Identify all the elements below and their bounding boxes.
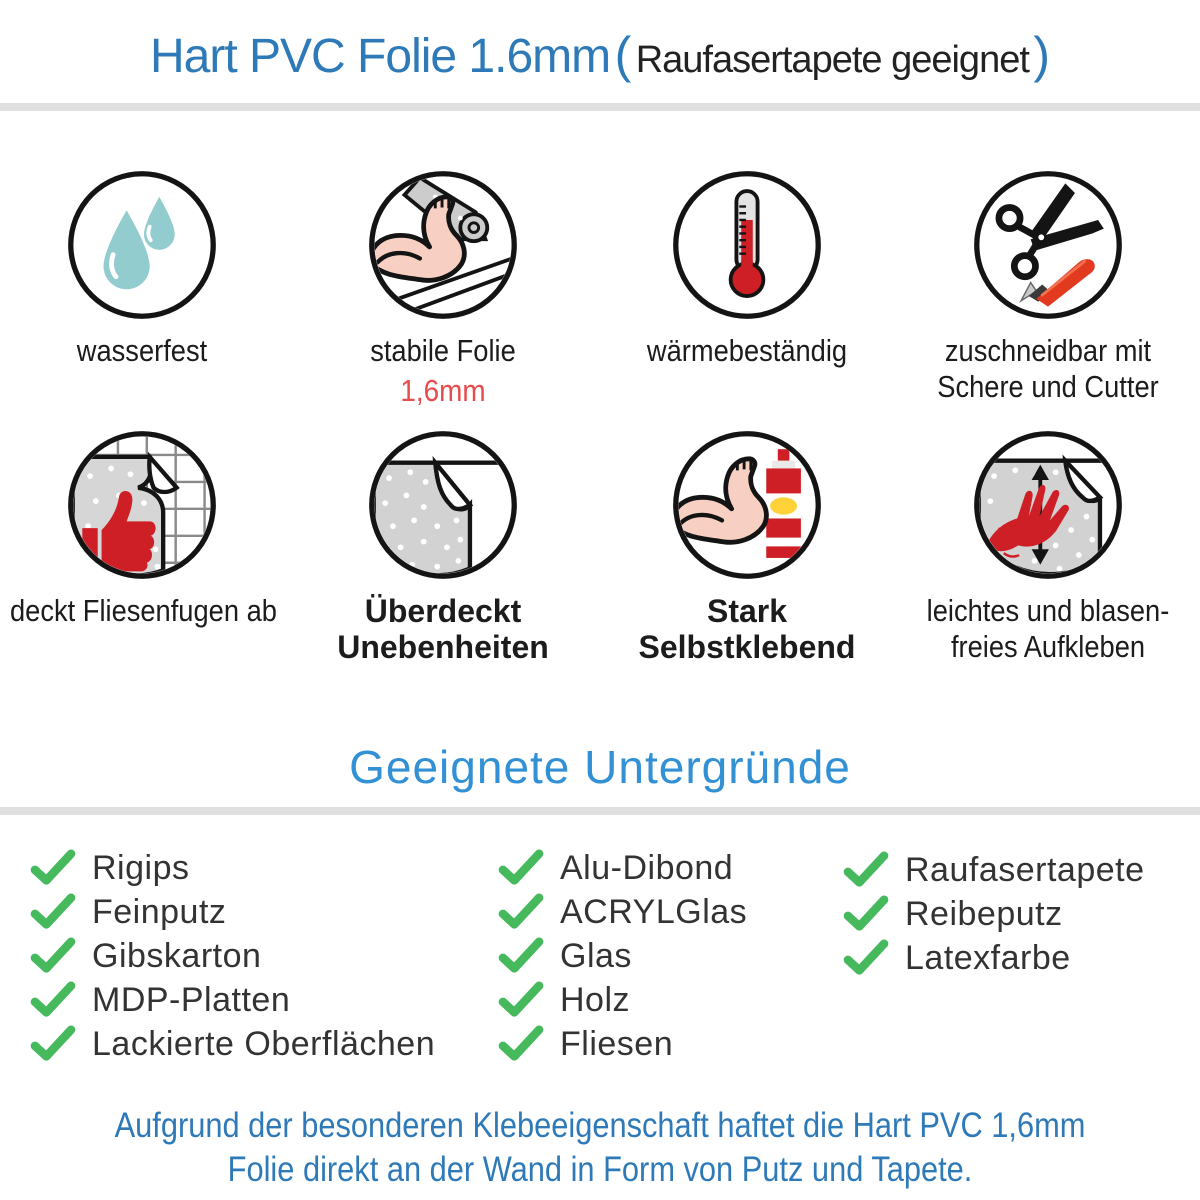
check-icon [498, 981, 544, 1019]
title-paren-open: ( [614, 27, 632, 83]
feature-unebenheiten [293, 428, 593, 665]
check-icon [498, 893, 544, 931]
feature-waermebestaendig [597, 168, 897, 369]
muscle-arm-glue-tube-icon [670, 428, 824, 582]
title-main: Hart PVC Folie 1.6mm [150, 30, 611, 83]
check-icon [843, 895, 889, 933]
list-item: Gibskarton [30, 934, 435, 978]
feature-label: Stark Selbstklebend [638, 593, 856, 665]
divider-bar-top [0, 103, 1200, 111]
footer-note [0, 1104, 1200, 1192]
check-icon [30, 937, 76, 975]
feature-label: leichtes und blasen- freies Aufkleben [926, 593, 1170, 664]
page-title [0, 26, 1200, 84]
list-item: Latexfarbe [843, 936, 1145, 980]
feature-fliesenfugen [0, 428, 292, 629]
substrates-column-2 [498, 846, 747, 1066]
list-item: MDP-Platten [30, 978, 435, 1022]
water-drops-icon [65, 168, 219, 322]
feature-label: deckt Fliesenfugen ab [10, 593, 277, 628]
hand-smoothing-foil-icon [971, 428, 1125, 582]
list-item: Alu-Dibond [498, 846, 747, 890]
substrates-column-3 [843, 848, 1145, 980]
list-item: Fliesen [498, 1022, 747, 1066]
footer-line-1: Aufgrund der besonderen Klebeeigenschaft haftet die Hart PVC 1,6mm [114, 1106, 1086, 1145]
feature-label: stabile Folie [370, 333, 516, 368]
title-paren-close: ) [1033, 27, 1050, 83]
list-item: Feinputz [30, 890, 435, 934]
check-icon [843, 851, 889, 889]
divider-bar-bottom [0, 807, 1200, 815]
feature-label: wasserfest [76, 333, 208, 368]
thermometer-icon [670, 168, 824, 322]
feature-zuschneidbar [898, 168, 1198, 405]
feature-selbstklebend [597, 428, 897, 665]
check-icon [30, 981, 76, 1019]
feature-label: wärmebeständig [646, 333, 848, 368]
footer-line-2: Folie direkt an der Wand in Form von Putz und Tapete. [227, 1150, 973, 1189]
feature-label: Überdeckt Unebenheiten [337, 593, 549, 665]
substrates-heading: Geeignete Untergründe [349, 741, 851, 793]
list-item: Lackierte Oberflächen [30, 1022, 435, 1066]
list-item: Reibeputz [843, 892, 1145, 936]
list-item: Raufasertapete [843, 848, 1145, 892]
check-icon [498, 937, 544, 975]
check-icon [498, 849, 544, 887]
check-icon [498, 1025, 544, 1063]
check-icon [30, 849, 76, 887]
muscle-arm-foil-roll-icon [366, 168, 520, 322]
substrates-column-1 [30, 846, 435, 1066]
feature-thickness-label: 1,6mm [400, 373, 486, 408]
feature-stabile-folie [293, 168, 593, 409]
feature-wasserfest [0, 168, 292, 369]
title-annotation: Raufasertapete geeignet [635, 39, 1029, 81]
feature-aufkleben [898, 428, 1198, 665]
list-item: Rigips [30, 846, 435, 890]
list-item: Glas [498, 934, 747, 978]
feature-label: zuschneidbar mit Schere und Cutter [937, 333, 1159, 404]
list-item: Holz [498, 978, 747, 1022]
scissors-cutter-icon [971, 168, 1125, 322]
thumbs-up-tiles-icon [65, 428, 219, 582]
check-icon [30, 893, 76, 931]
check-icon [843, 939, 889, 977]
check-icon [30, 1025, 76, 1063]
dotted-foil-fold-icon [366, 428, 520, 582]
list-item: ACRYLGlas [498, 890, 747, 934]
